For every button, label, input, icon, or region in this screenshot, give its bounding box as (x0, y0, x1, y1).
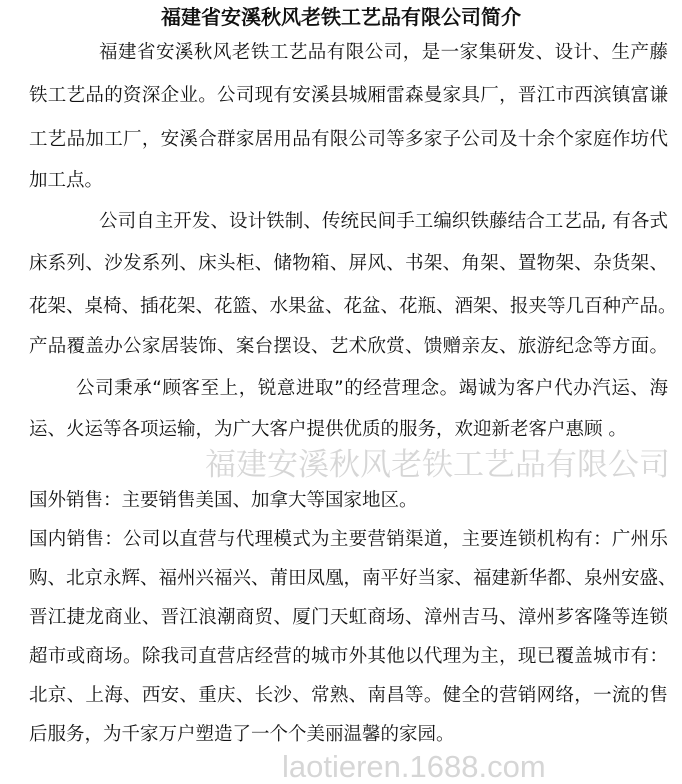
paragraph-line: 公司秉承“顾客至上，锐意进取”的经营理念。竭诚为客户代办汽运、海 (76, 378, 668, 399)
domestic-sales-line: 后服务，为千家万户塑造了一个个美丽温馨的家园。 (29, 724, 455, 745)
paragraph-line: 铁工艺品的资深企业。公司现有安溪县城厢雷森曼家具厂，晋江市西滨镇富谦 (29, 85, 668, 106)
watermark-company: 福建安溪秋风老铁工艺品有限公司 (205, 447, 670, 483)
domestic-sales-line: 晋江捷龙商业、晋江浪潮商贸、厦门天虹商场、漳州吉马、漳州芗客隆等连锁 (29, 607, 668, 628)
paragraph-line: 公司自主开发、设计铁制、传统民间手工编织铁藤结合工艺品, 有各式 (99, 211, 668, 232)
paragraph-line: 运、火运等各项运输，为广大客户提供优质的服务，欢迎新老客户惠顾 。 (29, 419, 627, 440)
document-title: 福建省安溪秋风老铁工艺品有限公司简介 (161, 5, 521, 29)
paragraph-line: 床系列、沙发系列、床头柜、储物箱、屏风、书架、角架、置物架、杂货架、 (29, 253, 668, 274)
paragraph-line: 工艺品加工厂，安溪合群家居用品有限公司等多家子公司及十余个家庭作坊代 (29, 129, 668, 150)
watermark-site: laotieren.1688.com (282, 749, 546, 784)
paragraph-line: 产品覆盖办公家居装饰、案台摆设、艺术欣赏、馈赠亲友、旅游纪念等方面。 (29, 336, 668, 357)
domestic-sales-line: 购、北京永辉、福州兴福兴、莆田凤凰，南平好当家、福建新华都、泉州安盛、 (29, 568, 677, 589)
paragraph-line: 加工点。 (29, 170, 104, 191)
domestic-sales-line: 超市或商场。除我司直营店经营的城市外其他以代理为主，现已覆盖城市有： (29, 646, 668, 667)
paragraph-line: 花架、桌椅、插花架、花篮、水果盆、花盆、花瓶、酒架、报夹等几百种产品。 (29, 296, 677, 317)
domestic-sales-line: 国内销售：公司以直营与代理模式为主要营销渠道，主要连锁机构有：广州乐 (29, 529, 668, 550)
domestic-sales-line: 北京、上海、西安、重庆、长沙、常熟、南昌等。健全的营销网络，一流的售 (29, 685, 668, 706)
foreign-sales-line: 国外销售：主要销售美国、加拿大等国家地区。 (29, 490, 418, 511)
paragraph-line: 福建省安溪秋风老铁工艺品有限公司，是一家集研发、设计、生产藤 (99, 42, 668, 63)
